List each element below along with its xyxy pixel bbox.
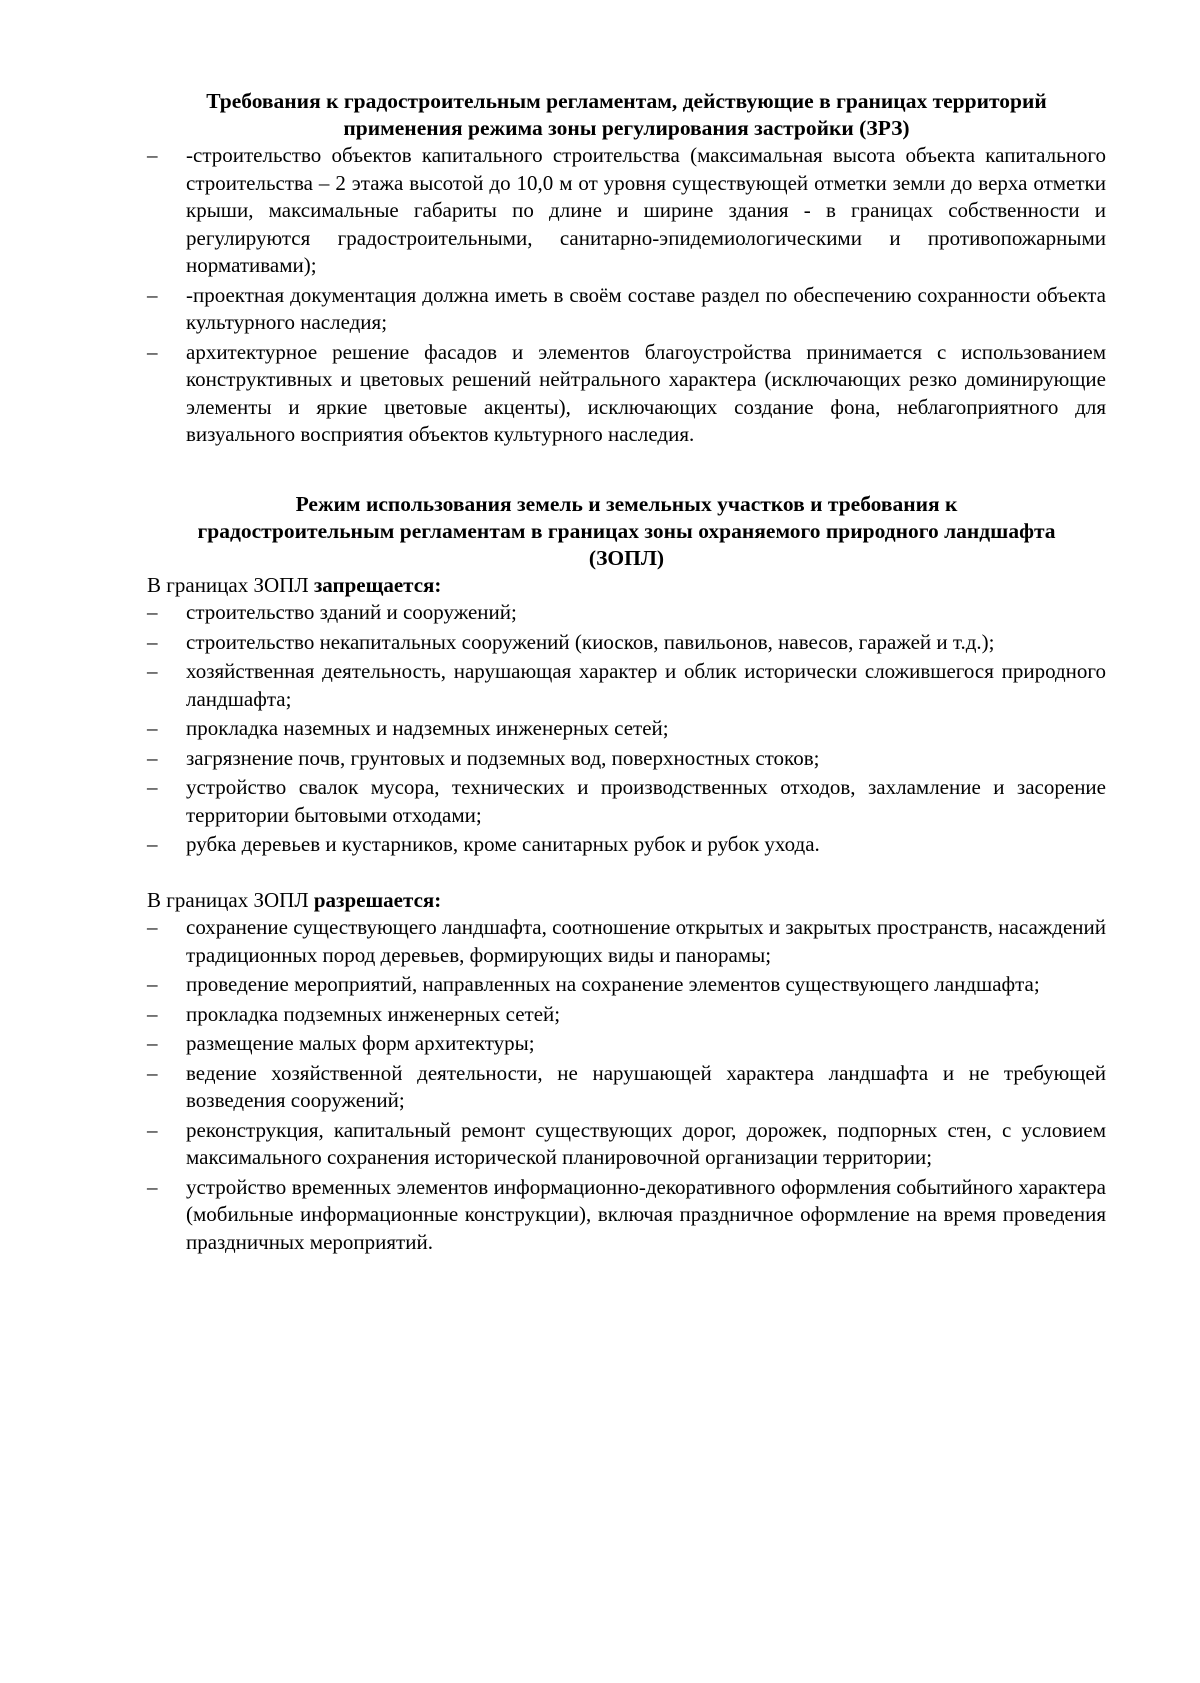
allowed-lead	[147, 887, 1106, 915]
zopl-section-title	[147, 491, 1106, 572]
list-item	[147, 745, 1106, 773]
list-item	[147, 1117, 1106, 1172]
list-item-text: рубка деревьев и кустарников, кроме санитарных рубок и рубок ухода.	[186, 832, 820, 856]
list-item-text: прокладка наземных и надземных инженерных сетей;	[186, 716, 669, 740]
list-item	[147, 914, 1106, 969]
bullet-dash: –	[147, 1117, 158, 1142]
zrz-section-title	[147, 88, 1106, 142]
bullet-dash: –	[147, 659, 158, 683]
list-item-text: устройство свалок мусора, технических и производственных отходов, захламление и засорение территории бытовыми отходами;	[186, 775, 1106, 827]
list-item-text: проведение мероприятий, направленных на сохранение элементов существующего ландшафта;	[186, 972, 1040, 996]
list-item-text: строительство зданий и сооружений;	[186, 600, 517, 624]
list-item-text: ведение хозяйственной деятельности, не нарушающей характера ландшафта и не требующей возведения сооружений;	[186, 1060, 1106, 1112]
bullet-dash: –	[147, 143, 158, 167]
bullet-dash: –	[147, 1060, 158, 1085]
bullet-dash: –	[147, 1174, 158, 1199]
list-item-text: размещение малых форм архитектуры;	[186, 1031, 535, 1055]
zrz-title-line-2: применения режима зоны регулирования застройки (ЗРЗ)	[343, 116, 910, 140]
list-item-text: строительство некапитальных сооружений (киосков, павильонов, навесов, гаражей и т.д.);	[186, 629, 995, 654]
list-item	[147, 282, 1106, 337]
zrz-requirements-list	[147, 142, 1106, 449]
bullet-dash: –	[147, 716, 158, 740]
list-item	[147, 831, 1106, 859]
prohibited-lead-bold: запрещается:	[313, 572, 442, 597]
list-item	[147, 599, 1106, 627]
list-item-text: загрязнение почв, грунтовых и подземных вод, поверхностных стоков;	[186, 745, 820, 770]
zopl-title-line-2: градостроительным регламентам в границах зоны охраняемого природного ландшафта	[197, 518, 1056, 543]
bullet-dash: –	[147, 972, 158, 996]
allowed-list	[147, 914, 1106, 1256]
list-item-text: -строительство объектов капитального строительства (максимальная высота объекта капитального строительства – 2 этажа высотой до 10,0 м от уровня существующей отметки земли до верха отметки крыши, максимальные габариты по длине и ширине здания - в границах собственности и регулируются градостроительными, санитарно-эпидемиологическими и противопожарными нормативами);	[186, 143, 1106, 277]
list-item-text: устройство временных элементов информационно-декоративного оформления событийного характера (мобильные информационные конструкции), включая праздничное оформление на время проведения праздничных мероприятий.	[186, 1174, 1106, 1254]
list-item-text: реконструкция, капитальный ремонт существующих дорог, дорожек, подпорных стен, с условием максимального сохранения исторической планировочной организации территории;	[186, 1117, 1106, 1169]
bullet-dash: –	[147, 600, 158, 624]
list-item	[147, 629, 1106, 657]
list-item	[147, 971, 1106, 999]
bullet-dash: –	[147, 1031, 158, 1055]
bullet-dash: –	[147, 745, 158, 770]
list-item	[147, 1030, 1106, 1058]
list-item	[147, 774, 1106, 829]
list-item-text: архитектурное решение фасадов и элементов благоустройства принимается с использованием конструктивных и цветовых решений нейтрального характера (исключающих резко доминирующие элементы и яркие цветовые акценты), исключающих создание фона, неблагоприятного для визуального восприятия объектов культурного наследия.	[186, 339, 1106, 446]
allowed-lead-prefix: В границах ЗОПЛ	[147, 887, 314, 912]
zopl-title-line-3: (ЗОПЛ)	[588, 545, 665, 570]
list-item	[147, 1060, 1106, 1115]
list-item	[147, 658, 1106, 713]
bullet-dash: –	[147, 1001, 158, 1026]
bullet-dash: –	[147, 629, 158, 654]
list-item	[147, 142, 1106, 280]
bullet-dash: –	[147, 339, 158, 364]
document-content	[147, 88, 1106, 1258]
list-item-text: -проектная документация должна иметь в своём составе раздел по обеспечению сохранности объекта культурного наследия;	[186, 282, 1106, 334]
list-item	[147, 715, 1106, 743]
list-item	[147, 1174, 1106, 1257]
bullet-dash: –	[147, 775, 158, 799]
bullet-dash: –	[147, 915, 158, 939]
prohibited-list	[147, 599, 1106, 859]
bullet-dash: –	[147, 832, 158, 856]
list-item	[147, 1001, 1106, 1029]
list-item-text: прокладка подземных инженерных сетей;	[186, 1001, 561, 1026]
list-item-text: хозяйственная деятельность, нарушающая характер и облик исторически сложившегося природного ландшафта;	[186, 659, 1106, 711]
list-item	[147, 339, 1106, 449]
prohibited-lead	[147, 572, 1106, 600]
allowed-lead-bold: разрешается:	[313, 887, 442, 912]
bullet-dash: –	[147, 282, 158, 307]
zopl-title-line-1: Режим использования земель и земельных участков и требования к	[295, 491, 958, 516]
list-item-text: сохранение существующего ландшафта, соотношение открытых и закрытых пространств, насаждений традиционных пород деревьев, формирующих виды и панорамы;	[186, 915, 1106, 967]
prohibited-lead-prefix: В границах ЗОПЛ	[147, 572, 314, 597]
section-spacer	[147, 861, 1106, 887]
zrz-title-line-1: Требования к градостроительным регламентам, действующие в границах территорий	[206, 89, 1047, 113]
